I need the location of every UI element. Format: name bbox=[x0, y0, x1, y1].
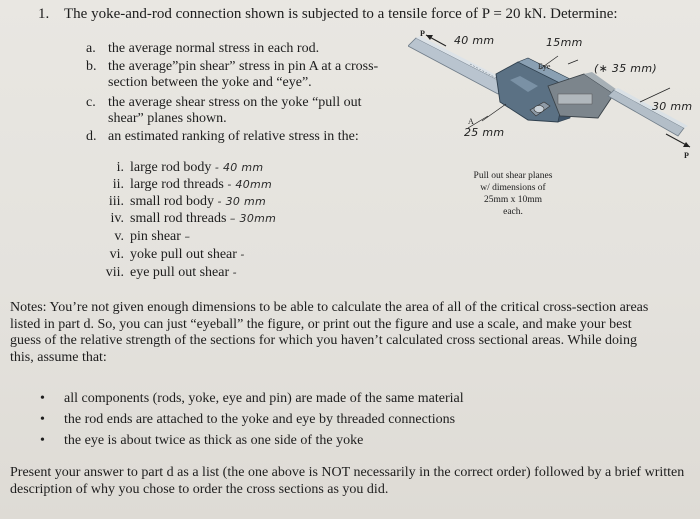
part-text: the average shear stress on the yoke “pull out shear” planes shown. bbox=[108, 95, 362, 126]
ranking-item bbox=[96, 177, 272, 192]
list-item bbox=[40, 409, 464, 430]
bullet-icon: • bbox=[40, 433, 45, 448]
handwritten-note: - 40 mm bbox=[214, 161, 264, 174]
bullet-icon: • bbox=[40, 391, 45, 406]
closing-paragraph: Present your answer to part d as a list (the one above is NOT necessarily in the correct order) followed by a brief written description of why you chose to order the cross sections as you did. bbox=[10, 465, 685, 497]
ranking-text: pin shear bbox=[130, 229, 181, 244]
ranking-text: large rod threads bbox=[130, 177, 224, 192]
ranking-numeral: iii. bbox=[108, 194, 124, 209]
ranking-text: small rod body bbox=[130, 194, 214, 209]
arrowhead-icon bbox=[683, 142, 690, 147]
handwritten-note: - 30 mm bbox=[217, 195, 266, 208]
part-letter: a. bbox=[86, 41, 96, 56]
part-text: the average”pin shear” stress in pin A at a cross-section between the yoke and “eye”. bbox=[108, 59, 379, 90]
ranking-item bbox=[96, 265, 237, 280]
handwritten-note: - bbox=[240, 248, 245, 261]
ranking-numeral: iv. bbox=[110, 211, 124, 226]
assumption-list bbox=[40, 388, 464, 451]
notes-paragraph: Notes: You’re not given enough dimensions to be able to calculate the area of all of the critical cross-section areas listed in part d. So, you can just “eyeball” the figure, or print out the figure and use a scale, and make your best guess of the relative strength of the sections for which you haven’t calculated cross sectional areas. While doing this, assume that: bbox=[10, 300, 649, 365]
ranking-numeral: ii. bbox=[112, 177, 124, 192]
part-text: an estimated ranking of relative stress in the: bbox=[108, 129, 359, 144]
handwritten-25mm: 25 mm bbox=[464, 126, 505, 139]
part-text: the average normal stress in each rod. bbox=[108, 41, 320, 56]
part-letter: d. bbox=[86, 129, 97, 144]
force-label-bottom: P bbox=[684, 151, 689, 160]
ranking-numeral: vii. bbox=[105, 265, 124, 280]
ranking-item bbox=[96, 229, 190, 244]
pull-out-shear-note: Pull out shear planes w/ dimensions of 25mm x 10mm each. bbox=[473, 171, 553, 217]
handwritten-note: – bbox=[184, 230, 191, 243]
list-item bbox=[40, 388, 464, 409]
list-item bbox=[40, 430, 464, 451]
ranking-numeral: vi. bbox=[109, 247, 124, 262]
bullet-icon: • bbox=[40, 412, 45, 427]
list-item-text: the eye is about twice as thick as one side of the yoke bbox=[64, 433, 364, 448]
ranking-numeral: v. bbox=[114, 229, 124, 244]
ranking-numeral: i. bbox=[116, 160, 124, 175]
part-letter: b. bbox=[86, 59, 97, 74]
handwritten-40mm: 40 mm bbox=[454, 34, 495, 47]
question-number: 1. bbox=[38, 6, 50, 22]
ranking-text: large rod body bbox=[130, 160, 212, 175]
ranking-item bbox=[96, 194, 266, 209]
ranking-text: small rod threads bbox=[130, 211, 227, 226]
part-b bbox=[86, 59, 446, 91]
ranking-text: eye pull out shear bbox=[130, 265, 230, 280]
handwritten-note: - bbox=[232, 266, 237, 279]
handwritten-note: - 40mm bbox=[227, 178, 273, 191]
pin-label: A bbox=[468, 117, 474, 126]
handwritten-35mm: (∗ 35 mm) bbox=[594, 62, 657, 75]
handwritten-30mm: 30 mm bbox=[652, 100, 693, 113]
yoke-rod-figure bbox=[408, 24, 698, 174]
part-c bbox=[86, 95, 446, 127]
part-d bbox=[86, 129, 446, 145]
ranking-item bbox=[96, 160, 263, 175]
force-label-top: P bbox=[420, 29, 425, 38]
arrowhead-icon bbox=[426, 35, 433, 40]
eye-label: Eye bbox=[538, 62, 551, 71]
ranking-text: yoke pull out shear bbox=[130, 247, 237, 262]
part-letter: c. bbox=[86, 95, 96, 110]
ranking-item bbox=[96, 211, 276, 226]
list-item-text: all components (rods, yoke, eye and pin) are made of the same material bbox=[64, 391, 464, 406]
handwritten-note: – 30mm bbox=[229, 212, 277, 225]
part-a bbox=[86, 41, 446, 57]
question-title: The yoke-and-rod connection shown is subjected to a tensile force of P = 20 kN. Determine: bbox=[64, 6, 618, 22]
handwritten-15mm: 15mm bbox=[546, 36, 583, 49]
ranking-item bbox=[96, 247, 245, 262]
list-item-text: the rod ends are attached to the yoke and eye by threaded connections bbox=[64, 412, 456, 427]
